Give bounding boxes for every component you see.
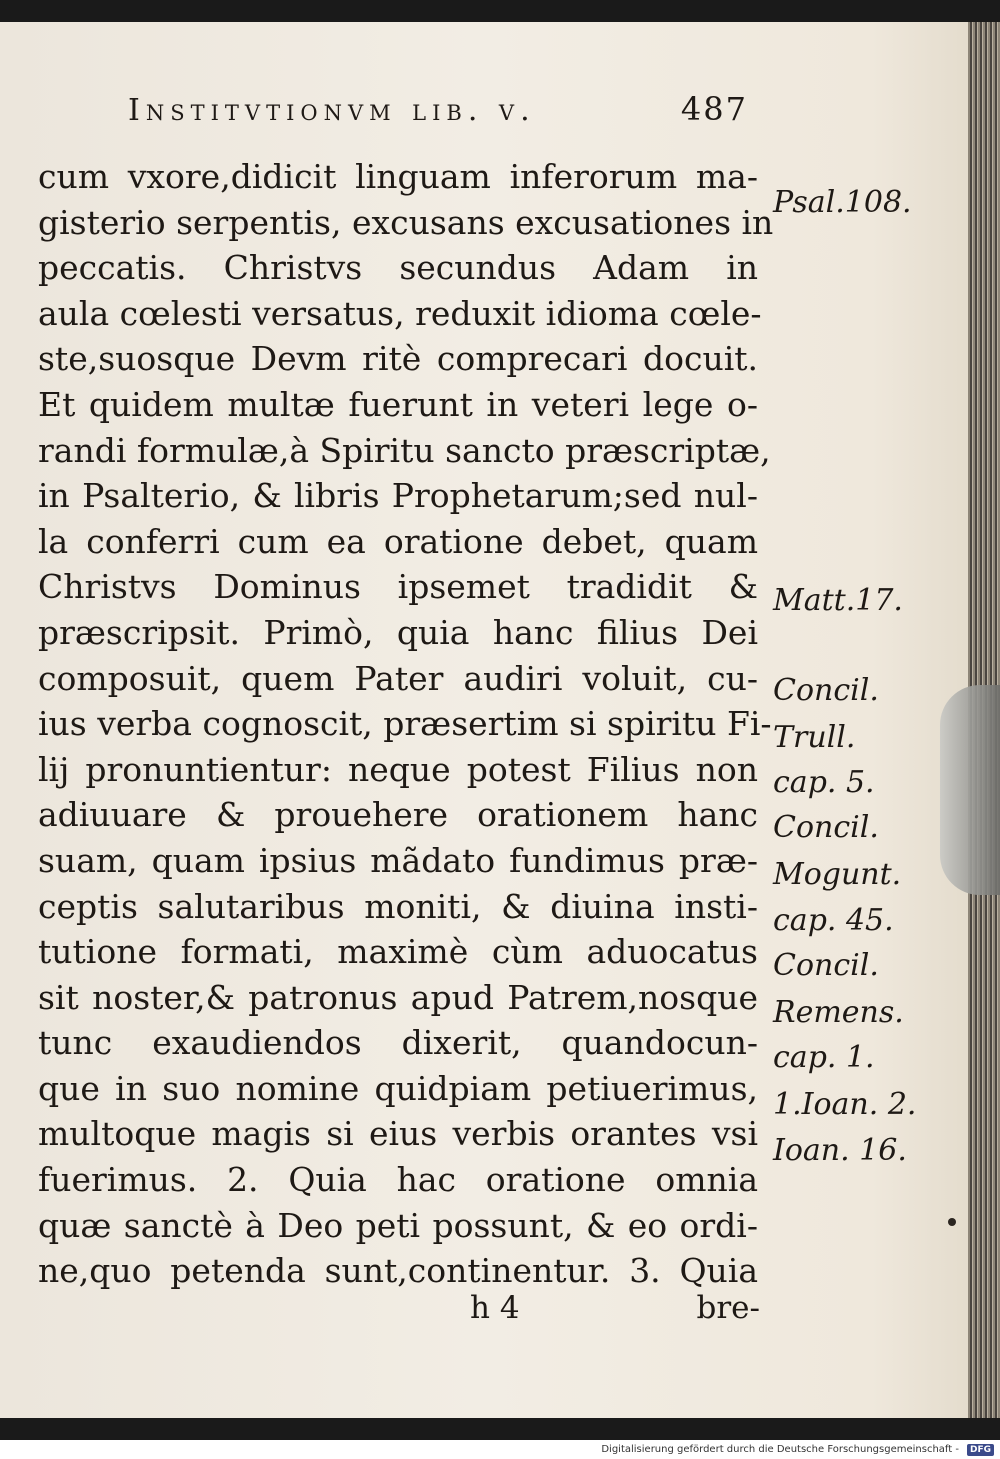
margin-note: cap. 1. — [773, 1040, 875, 1075]
page-number: 487 — [680, 90, 748, 128]
page-footer — [470, 1290, 760, 1326]
text-line: tunc exaudiendos dixerit, quandocun- — [38, 1023, 758, 1063]
text-line: gisterio serpentis, excusans excusationes in — [38, 202, 774, 242]
running-title: Institvtionvm lib. v. — [128, 93, 536, 128]
text-line: ius verba cognoscit, præsertim si spiritu Fi- — [38, 704, 772, 744]
text-line: ne,quo petenda sunt,continentur. 3. Quia — [38, 1251, 758, 1291]
margin-note: Matt.17. — [773, 583, 903, 618]
text-line: ceptis salutaribus moniti, & diuina insti- — [38, 886, 758, 926]
text-line: Christvs Dominus ipsemet tradidit & — [38, 567, 758, 607]
text-line: aula cœlesti versatus, reduxit idioma cœle- — [38, 293, 762, 333]
running-header — [128, 90, 748, 128]
text-line: ste,suosque Devm ritè comprecari docuit. — [38, 339, 758, 379]
margin-note: cap. 5. — [773, 765, 875, 800]
signature-mark: h 4 — [470, 1290, 520, 1326]
margin-note: Concil. — [773, 810, 879, 845]
margin-note: Concil. — [773, 948, 879, 983]
margin-note: Trull. — [773, 720, 856, 755]
page-clip — [940, 685, 1000, 895]
margin-note: 1.Ioan. 2. — [773, 1087, 917, 1122]
text-line: suam, quam ipsius mãdato fundimus præ- — [38, 840, 758, 880]
text-line: composuit, quem Pater audiri voluit, cu- — [38, 658, 758, 698]
margin-note: Mogunt. — [773, 857, 902, 892]
margin-note: cap. 45. — [773, 903, 894, 938]
text-line: fuerimus. 2. Quia hac oratione omnia — [38, 1160, 758, 1200]
catchword: bre- — [696, 1290, 760, 1326]
text-line: tutione formati, maximè cùm aduocatus — [38, 932, 758, 972]
margin-note: Psal.108. — [773, 185, 912, 220]
text-line: la conferri cum ea oratione debet, quam — [38, 521, 758, 561]
dfg-logo: DFG — [967, 1444, 994, 1456]
text-line: cum vxore,didicit linguam inferorum ma- — [38, 157, 758, 196]
text-line: peccatis. Christvs secundus Adam in — [38, 248, 758, 288]
margin-note: Concil. — [773, 673, 879, 708]
text-line: sit noster,& patronus apud Patrem,nosque — [38, 977, 758, 1017]
text-line: quæ sanctè à Deo peti possunt, & eo ordi- — [38, 1205, 758, 1245]
margin-note: Ioan. 16. — [773, 1133, 907, 1168]
text-line: randi formulæ,à Spiritu sancto præscriptæ, — [38, 430, 771, 470]
ink-speck — [948, 1218, 956, 1226]
text-line: que in suo nomine quidpiam petiuerimus, — [38, 1068, 758, 1108]
text-line: in Psalterio, & libris Prophetarum;sed nul- — [38, 476, 758, 516]
text-line: multoque magis si eius verbis orantes vsi — [38, 1114, 758, 1154]
text-line: præscripsit. Primò, quia hanc filius Dei — [38, 612, 758, 652]
text-line: adiuuare & prouehere orationem hanc — [38, 795, 758, 835]
body-text — [38, 154, 774, 1294]
credit-text: Digitalisierung gefördert durch die Deutsche Forschungsgemeinschaft - — [601, 1444, 959, 1455]
credit-bar — [0, 1440, 1000, 1459]
margin-note: Remens. — [773, 995, 904, 1030]
text-line: Et quidem multæ fuerunt in veteri lege o- — [38, 384, 758, 424]
text-line: lij pronuntientur: neque potest Filius non — [38, 749, 758, 789]
